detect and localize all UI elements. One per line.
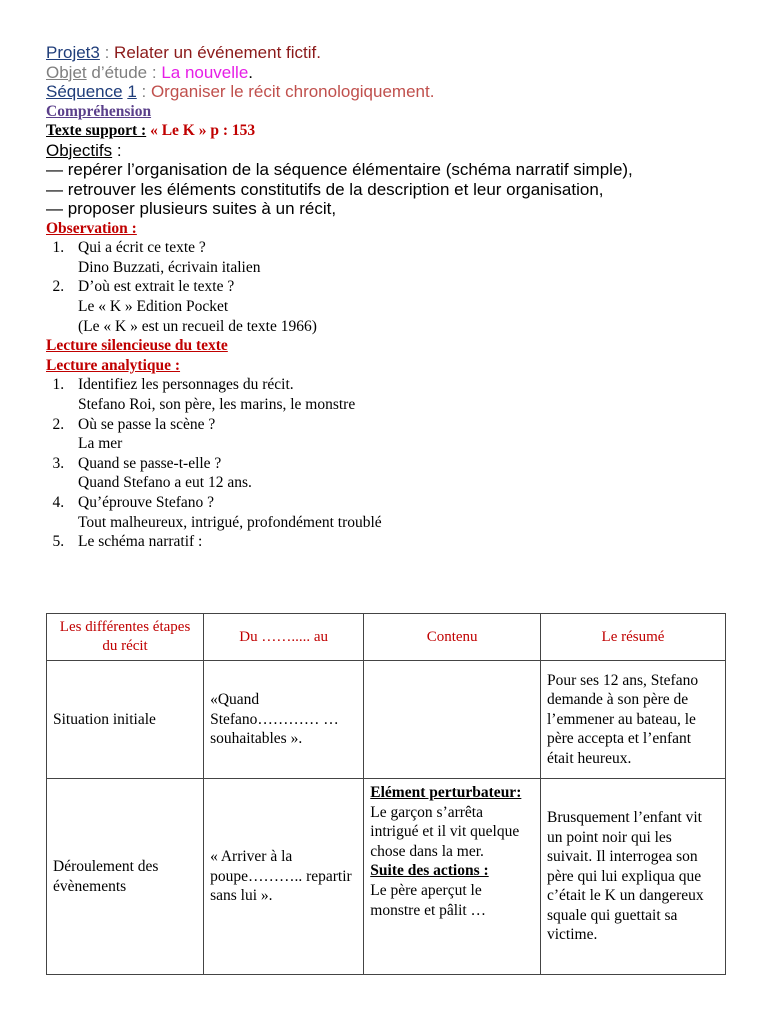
question: D’où est extrait le texte ? xyxy=(78,278,235,296)
cell-contenu xyxy=(364,661,541,779)
objectifs-title: Objectifs xyxy=(46,140,113,160)
question: Où se passe la scène ? xyxy=(78,415,216,433)
table-header-row xyxy=(47,614,726,661)
objet-label2: d’étude : xyxy=(86,62,162,82)
cell-resume: Pour ses 12 ans, Stefano demande à son père de l’emmener au bateau, le père accepta et l’enfant était heureux. xyxy=(540,661,725,779)
document-page xyxy=(46,43,736,552)
comprehension-heading: Compréhension xyxy=(46,102,152,120)
element-perturbateur-text: Le garçon s’arrêta intrigué et il vit quelque chose dans la mer. xyxy=(370,803,520,860)
analytique-list xyxy=(46,375,736,551)
texte-support-line xyxy=(46,121,736,141)
header-contenu: Contenu xyxy=(364,614,541,661)
objectifs-heading xyxy=(46,141,736,161)
projet-sep: : xyxy=(99,43,115,62)
schema-narratif-table xyxy=(46,613,726,975)
list-item xyxy=(68,532,736,552)
suite-actions-text: Le père aperçut le monstre et pâlit … xyxy=(370,881,487,919)
texte-support-label: Texte support : xyxy=(46,122,147,140)
sequence-line xyxy=(46,82,736,102)
sequence-num: 1 xyxy=(127,82,137,101)
list-item xyxy=(68,277,736,336)
list-item xyxy=(68,493,736,532)
answer: Le « K » Edition Pocket xyxy=(78,298,229,316)
sequence-value: Organiser le récit chronologiquement. xyxy=(150,82,435,101)
answer: La mer xyxy=(78,435,123,453)
objet-value: La nouvelle xyxy=(161,62,249,82)
observation-heading: Observation : xyxy=(46,219,137,237)
header-resume: Le résumé xyxy=(540,614,725,661)
projet-label: Projet3 xyxy=(46,43,100,62)
list-item xyxy=(68,415,736,454)
table-row xyxy=(47,779,726,975)
list-item xyxy=(68,238,736,277)
header-etapes: Les différentes étapes du récit xyxy=(47,614,204,661)
lecture-analytique-heading: Lecture analytique : xyxy=(46,356,181,374)
objet-end: . xyxy=(248,62,254,82)
lecture-silencieuse-heading: Lecture silencieuse du texte xyxy=(46,337,228,355)
objectif-item: — retrouver les éléments constitutifs de la description et leur organisation, xyxy=(46,179,604,199)
objectif-item: — proposer plusieurs suites à un récit, xyxy=(46,199,337,219)
cell-du-au: « Arriver à la poupe……….. repartir sans lui ». xyxy=(204,779,364,975)
answer: Tout malheureux, intrigué, profondément troublé xyxy=(78,513,382,531)
objet-line xyxy=(46,63,736,83)
sequence-label: Séquence xyxy=(46,82,123,101)
cell-contenu xyxy=(364,779,541,975)
answer: (Le « K » est un recueil de texte 1966) xyxy=(78,317,317,335)
question: Identifiez les personnages du récit. xyxy=(78,376,294,394)
answer: Stefano Roi, son père, les marins, le monstre xyxy=(78,396,356,414)
question: Quand se passe-t-elle ? xyxy=(78,454,222,472)
cell-resume: Brusquement l’enfant vit un point noir qui les suivait. Il interrogea son père qui lui expliqua que c’était le K un dangereux squale qui guettait sa victime. xyxy=(540,779,725,975)
projet-value: Relater un événement fictif. xyxy=(114,43,321,62)
element-perturbateur-label: Elément perturbateur: xyxy=(370,784,522,801)
table-row xyxy=(47,661,726,779)
observation-list xyxy=(46,238,736,336)
projet-line xyxy=(46,43,736,63)
objet-label: Objet xyxy=(46,62,87,82)
objectifs-sep: : xyxy=(112,140,122,160)
texte-support-value: « Le K » p : 153 xyxy=(146,122,256,140)
objectif-item: — repérer l’organisation de la séquence élémentaire (schéma narratif simple), xyxy=(46,160,633,180)
list-item xyxy=(68,454,736,493)
answer: Dino Buzzati, écrivain italien xyxy=(78,258,261,276)
question: Le schéma narratif : xyxy=(78,533,203,551)
list-item xyxy=(68,375,736,414)
cell-du-au: «Quand Stefano………… … souhaitables ». xyxy=(204,661,364,779)
header-du-au: Du ……..... au xyxy=(204,614,364,661)
cell-etape: Déroulement des évènements xyxy=(47,779,204,975)
question: Qui a écrit ce texte ? xyxy=(78,239,206,257)
answer: Quand Stefano a eut 12 ans. xyxy=(78,474,252,492)
suite-actions-label: Suite des actions : xyxy=(370,862,489,880)
cell-etape: Situation initiale xyxy=(47,661,204,779)
sequence-sep: : xyxy=(136,82,151,101)
question: Qu’éprouve Stefano ? xyxy=(78,494,215,511)
